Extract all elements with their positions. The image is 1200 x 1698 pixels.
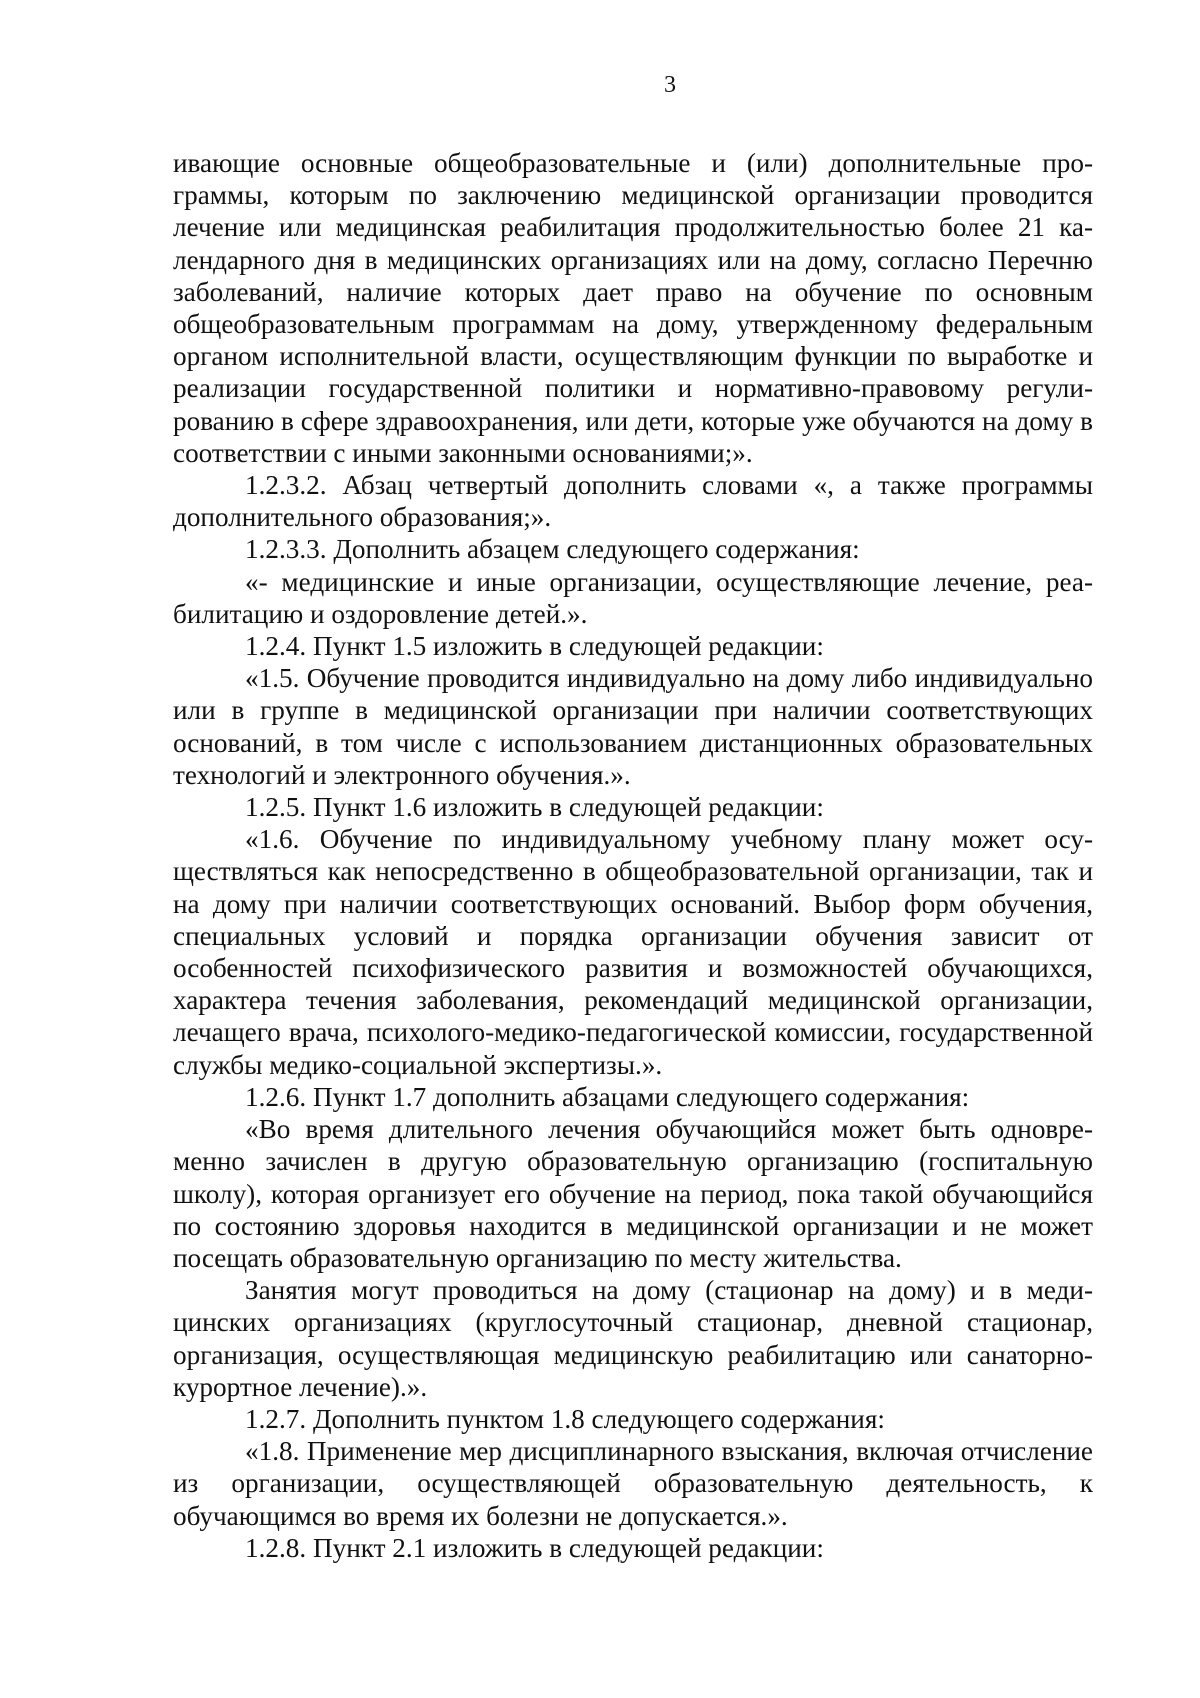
paragraph-quote-1-8: «1.8. Применение мер дисциплинарного взыскания, включая отчисление из организации, осуществляющей образовательную деятельность, к обучающимся во время их болезни не допускается.».: [173, 1436, 1093, 1531]
paragraph-quote-long-treatment: «Во время длительного лечения обучающийся может быть одновременно зачислен в другую образовательную организацию (госпитальную школу), которая организует его обучение на период, пока такой обучающийся по состоянию здоровья находится в медицинской организации и не может посещать образовательную организацию по месту жительства.: [173, 1114, 1093, 1273]
paragraph-classes-at-home: Занятия могут проводиться на дому (стационар на дому) и в медицинских организациях (круглосуточный стационар, дневной стационар, организация, осуществляющая медицинскую реабилитацию или санаторно-курортное лечение).».: [173, 1275, 1093, 1402]
paragraph-1-2-6: 1.2.6. Пункт 1.7 дополнить абзацами следующего содержания:: [245, 1081, 970, 1112]
paragraph-1-2-3-2: 1.2.3.2. Абзац четвертый дополнить словами «, а также программы дополнительного образования;».: [173, 470, 1093, 533]
paragraph-continuation: ивающие основные общеобразовательные и (или) дополнительные программы, которым по заключению медицинской организации проводится лечение или медицинская реабилитация продолжительностью более 21 календарного дня в медицинских организациях или на дому, согласно Перечню заболеваний, наличие которых дает право на обучение по основным общеобразовательным программам на дому, утвержденному федеральным органом исполнительной власти, осуществляющим функции по выработке и реализации государственной политики и нормативно-правовому регулированию в сфере здравоохранения, или дети, которые уже обучаются на дому в соответствии с иными законными основаниями;».: [173, 148, 1093, 468]
paragraph-1-2-7: 1.2.7. Дополнить пунктом 1.8 следующего содержания:: [245, 1403, 885, 1434]
paragraph-1-2-4: 1.2.4. Пункт 1.5 изложить в следующей редакции:: [245, 631, 824, 662]
paragraph-quote-medical-orgs: «- медицинские и иные организации, осуществляющие лечение, реабилитацию и оздоровление детей.».: [173, 566, 1093, 629]
page-number: 3: [664, 72, 676, 98]
paragraph-1-2-3-3: 1.2.3.3. Дополнить абзацем следующего содержания:: [245, 534, 860, 565]
paragraph-quote-1-6: «1.6. Обучение по индивидуальному учебному плану может осуществляться как непосредственно в общеобразовательной организации, так и на дому при наличии соответствующих оснований. Выбор форм обучения, специальных условий и порядка организации обучения зависит от особенностей психофизического развития и возможностей обучающихся, характера течения заболевания, рекомендаций медицинской организации, лечащего врача, психолого-медико-педагогической комиссии, государственной службы медико-социальной экспертизы.».: [173, 824, 1093, 1080]
paragraph-1-2-5: 1.2.5. Пункт 1.6 изложить в следующей редакции:: [245, 792, 824, 823]
paragraph-quote-1-5: «1.5. Обучение проводится индивидуально на дому либо индивидуально или в группе в медицинской организации при наличии соответствующих оснований, в том числе с использованием дистанционных образовательных технологий и электронного обучения.».: [173, 663, 1093, 790]
document-body: [173, 147, 1093, 1564]
paragraph-1-2-8: 1.2.8. Пункт 2.1 изложить в следующей редакции:: [245, 1532, 824, 1563]
